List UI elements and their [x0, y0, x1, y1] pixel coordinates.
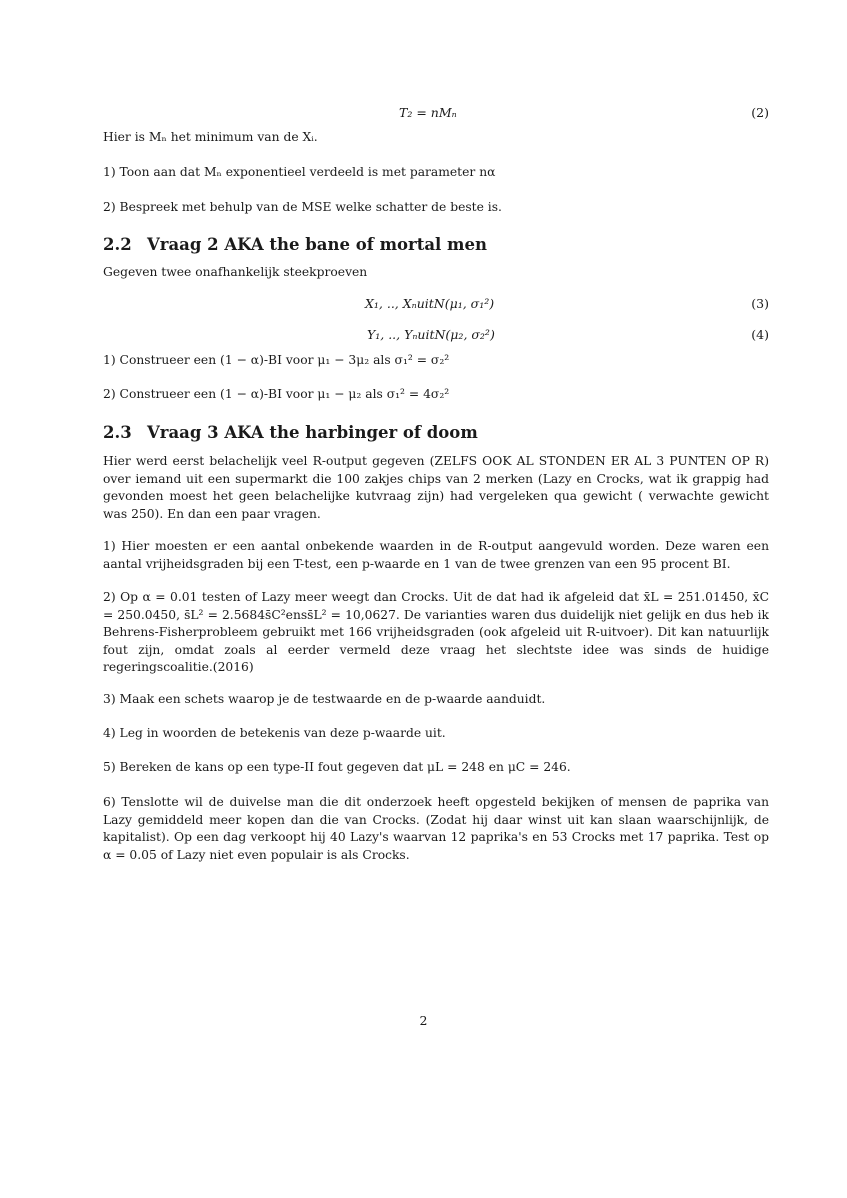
section-heading-2-2: [103, 235, 769, 255]
question3-item-6: 6) Tenslotte wil de duivelse man die dit onderzoek heeft opgesteld bekijken of mensen de paprika van Lazy gemiddeld meer kopen dan die van Crocks. (Zodat hij daar winst uit kan slaan waarschijnlijk, de kapitalist). Op een dag verkoopt hij 40 Lazy's waarvan 12 paprika's en 53 Crocks met 17 paprika. Test op α = 0.05 of Lazy niet even populair is als Crocks.: [103, 795, 769, 862]
equation-3-number: (3): [751, 296, 769, 311]
question3-item-2: 2) Op α = 0.01 testen of Lazy meer weegt dan Crocks. Uit de dat had ik afgeleid dat x̄L = 251.01450, x̄C = 250.0450, s̄L² = 2.5684s̄C²enss̄L² = 10,0627. De varianties waren dus duidelijk niet gelijk en dus heb ik Behrens-Fisherprobleem gebruikt met 166 vrijheidsgraden (ook afgeleid uit R-uitvoer). Dit kan natuurlijk fout zijn, omdat zoals al eerder vermeld deze vraag het slechtste idee was sinds de huidige regeringscoalitie.(2016): [103, 590, 769, 674]
paragraph-intro: Hier werd eerst belachelijk veel R-output gegeven (ZELFS OOK AL STONDEN ER AL 3 PUNTEN OP R) over iemand uit een supermarkt die 100 zakjes chips van 2 merken (Lazy en Crocks, wat ik grappig had gevonden moest het geen belachelijke kutvraag zijn) had vergeleken qua gewicht ( verwachte gewicht was 250). En dan een paar vragen.: [103, 454, 769, 521]
question3-item-3: 3) Maak een schets waarop je de testwaarde en de p-waarde aanduidt.: [103, 692, 546, 706]
equation-4-formula: Y₁, .., YₙuitN(μ₂, σ₂²): [367, 327, 495, 342]
question1-item-1: 1) Toon aan dat Mₙ exponentieel verdeeld is met parameter nα: [103, 165, 496, 179]
section-title: Vraag 2 AKA the bane of mortal men: [147, 235, 488, 254]
section-number: 2.2: [103, 235, 132, 254]
equation-4: [103, 326, 769, 344]
question3-item-1: 1) Hier moesten er een aantal onbekende waarden in de R-output aangevuld worden. Deze waren een aantal vrijheidsgraden bij een T-test, een p-waarde en 1 van de twee grenzen van een 95 procent BI.: [103, 539, 769, 571]
equation-4-number: (4): [751, 327, 769, 342]
section-number: 2.3: [103, 423, 132, 442]
section-heading-2-3: [103, 423, 769, 443]
page-number: 2: [419, 1013, 428, 1028]
equation-2-number: (2): [751, 105, 769, 120]
question2-item-2: 2) Construeer een (1 − α)-BI voor μ₁ − μ₂ als σ₁² = 4σ₂²: [103, 387, 450, 401]
equation-3-formula: X₁, .., XₙuitN(μ₁, σ₁²): [365, 296, 495, 311]
question3-item-5: 5) Bereken de kans op een type-II fout gegeven dat μL = 248 en μC = 246.: [103, 760, 571, 774]
equation-2-formula: T₂ = nMₙ: [399, 105, 457, 120]
paragraph-minimum: Hier is Mₙ het minimum van de Xᵢ.: [103, 130, 318, 144]
question3-item-4: 4) Leg in woorden de betekenis van deze p-waarde uit.: [103, 726, 446, 740]
equation-2: [103, 104, 769, 122]
equation-3: [103, 295, 769, 313]
question2-item-1: 1) Construeer een (1 − α)-BI voor μ₁ − 3μ₂ als σ₁² = σ₂²: [103, 353, 450, 367]
paragraph-given: Gegeven twee onafhankelijk steekproeven: [103, 265, 368, 279]
section-title: Vraag 3 AKA the harbinger of doom: [147, 423, 478, 442]
question1-item-2: 2) Bespreek met behulp van de MSE welke schatter de beste is.: [103, 200, 502, 214]
